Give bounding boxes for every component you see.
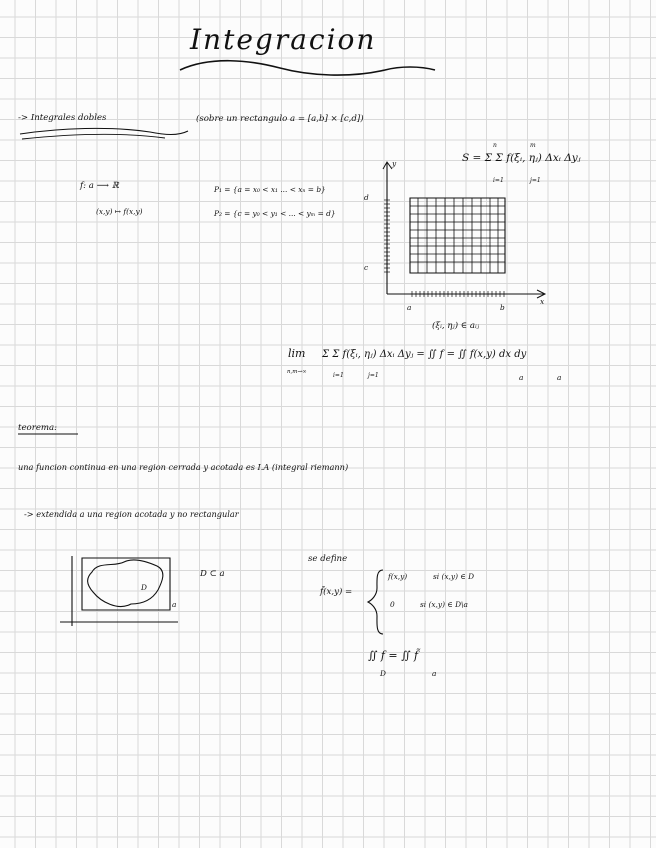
point-caption: (ξᵢ, ηⱼ) ∈ aᵢⱼ bbox=[432, 321, 479, 331]
region-d-label: D bbox=[141, 583, 147, 592]
case1-condition: si (x,y) ∈ D bbox=[433, 572, 475, 581]
mapping-line-2: (x,y) ↦ f(x,y) bbox=[96, 207, 143, 216]
label-d: d bbox=[364, 193, 369, 202]
case2-condition: si (x,y) ∈ D\a bbox=[420, 600, 468, 609]
region-relation: D ⊂ a bbox=[200, 569, 225, 579]
partition-p2: P₂ = {c = y₀ < y₁ < ... < yₘ = d} bbox=[214, 209, 336, 218]
title-underline bbox=[180, 61, 435, 75]
riemann-sum-upper-i: n bbox=[493, 142, 497, 149]
theorem-text: una funcion continua en una region cerrada y acotada es I.A (integral riemann) bbox=[18, 462, 349, 472]
riemann-sum-lower-j: j=1 bbox=[530, 177, 541, 184]
heading-underline-2 bbox=[22, 134, 165, 139]
limit-region-1: a bbox=[519, 373, 524, 382]
extension-note: -> extendida a una region acotada y no rectangular bbox=[24, 509, 239, 519]
label-a: a bbox=[407, 303, 412, 312]
riemann-sum-upper-j: m bbox=[530, 142, 536, 149]
region-a-label: a bbox=[172, 600, 177, 609]
riemann-sum-lower-i: i=1 bbox=[493, 177, 504, 184]
limit-lower-j: j=1 bbox=[368, 372, 379, 379]
region-d-outline bbox=[88, 560, 163, 607]
limit-region-2: a bbox=[557, 373, 562, 382]
theorem-label: teorema: bbox=[18, 423, 58, 433]
y-axis-label: y bbox=[392, 159, 397, 168]
definition-lhs: f̃(x,y) = bbox=[320, 587, 353, 597]
definition-intro: se define bbox=[308, 554, 348, 564]
region-figure bbox=[60, 556, 178, 626]
page-title: Integracion bbox=[190, 23, 377, 56]
limit-lower-i: i=1 bbox=[333, 372, 344, 379]
riemann-sum: S = Σ Σ f(ξᵢ, ηⱼ) Δxᵢ Δyⱼ bbox=[462, 152, 581, 164]
case1-value: f(x,y) bbox=[388, 572, 408, 581]
limit-lim: lim bbox=[288, 347, 306, 360]
label-c: c bbox=[364, 263, 369, 272]
section-subtitle: (sobre un rectangulo a = [a,b] × [c,d]) bbox=[196, 114, 364, 124]
label-b: b bbox=[500, 303, 505, 312]
final-integral-sub-left: D bbox=[380, 669, 386, 678]
limit-subscript: n,m→∞ bbox=[287, 369, 307, 375]
mapping-line-1: f: a ⟶ ℝ bbox=[80, 181, 119, 191]
final-integral: ∬ f = ∬ f̃ bbox=[368, 649, 419, 662]
partition-grid bbox=[410, 198, 505, 273]
partition-p1: P₁ = {a = x₀ < x₁ ... < xₙ = b} bbox=[214, 185, 326, 194]
x-axis-label: x bbox=[540, 297, 545, 306]
piecewise-brace bbox=[368, 570, 383, 634]
section-heading: -> Integrales dobles bbox=[18, 113, 107, 123]
final-integral-sub-right: a bbox=[432, 669, 437, 678]
limit-sum-expression: Σ Σ f(ξᵢ, ηⱼ) Δxᵢ Δyⱼ = ∬ f = ∬ f(x,y) dx dy bbox=[322, 349, 527, 360]
heading-underline bbox=[20, 128, 188, 134]
case2-value: 0 bbox=[390, 600, 395, 609]
